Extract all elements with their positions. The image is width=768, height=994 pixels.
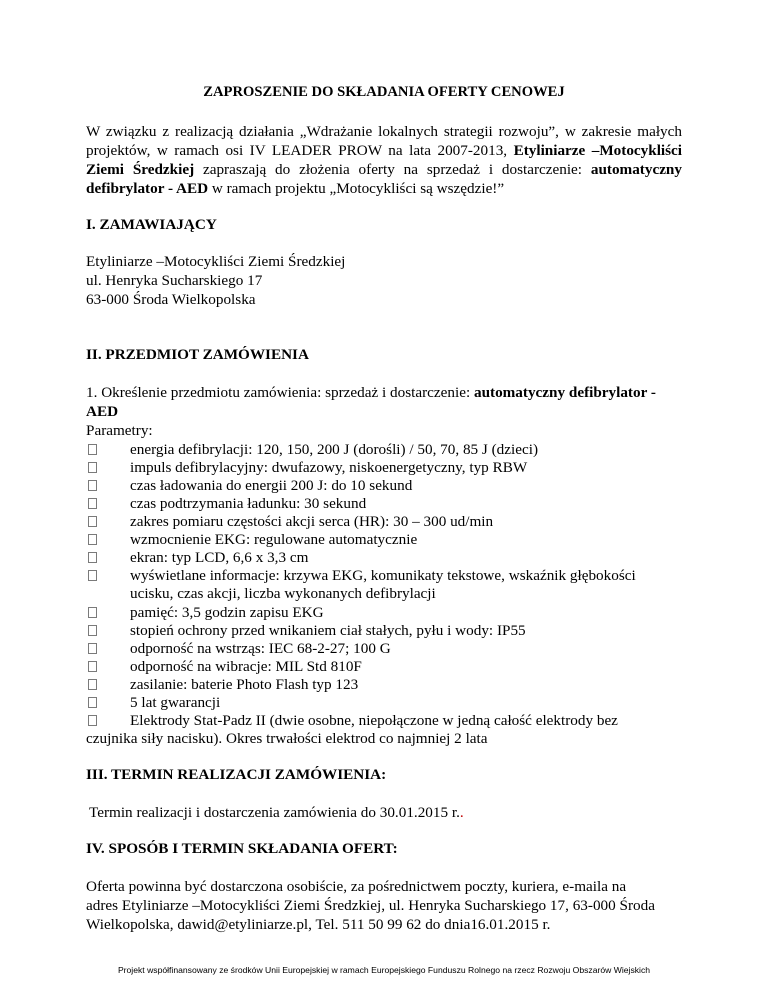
parameter-item: odporność na wibracje: MIL Std 810F [130,658,362,675]
parameter-item: ekran: typ LCD, 6,6 x 3,3 cm [130,549,309,566]
bullet-icon [88,512,97,531]
parameter-item: odporność na wstrząs: IEC 68-2-27; 100 G [130,640,391,657]
order-subject-line [86,383,656,402]
intro-text: zapraszają do złożenia oferty na sprzedaż i dostarczenie: [194,161,591,178]
address-line: Etyliniarze –Motocykliści Ziemi Średzkiej [86,253,346,270]
page-footer: Projekt współfinansowany ze środków Unii Europejskiej w ramach Europejskiego Funduszu Rolnego na rzecz Rozwoju Obszarów Wiejskich [117,965,651,975]
intro-line-1: W związku z realizacją działania „Wdrażanie lokalnych strategii rozwoju”, w zakresie małych [86,123,682,140]
bullet-icon [88,458,97,477]
parameter-item: impuls defibrylacyjny: dwufazowy, niskoenergetyczny, typ RBW [130,459,528,476]
submission-line: adres Etyliniarze –Motocykliści Ziemi Średzkiej, ul. Henryka Sucharskiego 17, 63-000 Środa [86,897,655,914]
parameters-label: Parametry: [86,422,153,439]
intro-text: w ramach projektu „Motocykliści są wszędzie!” [208,180,505,197]
deadline-text [89,803,464,822]
bullet-icon [88,440,97,459]
parameter-item: czas ładowania do energii 200 J: do 10 sekund [130,477,413,494]
parameter-item: 5 lat gwarancji [130,694,221,711]
address-line: 63-000 Środa Wielkopolska [86,291,256,308]
section-heading-deadline: III. TERMIN REALIZACJI ZAMÓWIENIA: [86,766,387,783]
order-subject-text: 1. Określenie przedmiotu zamówienia: sprzedaż i dostarczenie: [86,384,474,401]
parameter-item: Elektrody Stat-Padz II (dwie osobne, niepołączone w jedną całość elektrody bez [130,712,618,729]
bullet-icon [88,711,97,730]
intro-line-2 [86,141,682,160]
product-name-cont: defibrylator - AED [86,180,209,197]
product-name: automatyczny defibrylator - [473,384,656,401]
intro-line-4 [86,179,504,198]
parameter-item: energia defibrylacji: 120, 150, 200 J (dorośli) / 50, 70, 85 J (dzieci) [130,441,539,458]
parameter-item-cont: czujnika siły nacisku). Okres trwałości elektrod co najmniej 2 lata [86,730,488,747]
address-line: ul. Henryka Sucharskiego 17 [86,272,263,289]
deadline-text-mark: . [459,804,464,821]
section-heading-submission: IV. SPOSÓB I TERMIN SKŁADANIA OFERT: [86,840,398,857]
section-heading-order-subject: II. PRZEDMIOT ZAMÓWIENIA [86,346,309,363]
deadline-text-main: Termin realizacji i dostarczenia zamówienia do 30.01.2015 r. [89,804,460,821]
submission-line: Wielkopolska, dawid@etyliniarze.pl, Tel. 511 50 99 62 do dnia16.01.2015 r. [86,916,551,933]
bullet-icon [88,693,97,712]
bullet-icon [88,675,97,694]
bullet-icon [88,603,97,622]
product-name-cont: AED [86,403,119,420]
bullet-icon [88,621,97,640]
bullet-icon [88,657,97,676]
document-title: ZAPROSZENIE DO SKŁADANIA OFERTY CENOWEJ [203,84,565,100]
parameter-item: stopień ochrony przed wnikaniem ciał stałych, pyłu i wody: IP55 [130,622,526,639]
intro-text: projektów, w ramach osi IV LEADER PROW na lata 2007-2013, [86,142,514,159]
parameter-item: pamięć: 3,5 godzin zapisu EKG [130,604,324,621]
parameter-item: wyświetlane informacje: krzywa EKG, komunikaty tekstowe, wskaźnik głębokości [130,567,636,584]
organization-name: Etyliniarze –Motocykliści [513,142,682,159]
bullet-icon [88,639,97,658]
bullet-icon [88,476,97,495]
parameter-item: wzmocnienie EKG: regulowane automatycznie [130,531,418,548]
product-name: automatyczny [590,161,682,178]
bullet-icon [88,548,97,567]
bullet-icon [88,494,97,513]
parameter-item: zakres pomiaru częstości akcji serca (HR): 30 – 300 ud/min [130,513,494,530]
parameter-item: czas podtrzymania ładunku: 30 sekund [130,495,367,512]
bullet-icon [88,566,97,585]
submission-line: Oferta powinna być dostarczona osobiście, za pośrednictwem poczty, kuriera, e-maila na [86,878,627,895]
parameter-item: zasilanie: baterie Photo Flash typ 123 [130,676,359,693]
organization-name-cont: Ziemi Średzkiej [86,161,195,178]
bullet-icon [88,530,97,549]
section-heading-ordering-party: I. ZAMAWIAJĄCY [86,216,217,233]
parameter-item-cont: ucisku, czas akcji, liczba wykonanych defibrylacji [130,585,436,602]
intro-line-3 [86,160,682,179]
